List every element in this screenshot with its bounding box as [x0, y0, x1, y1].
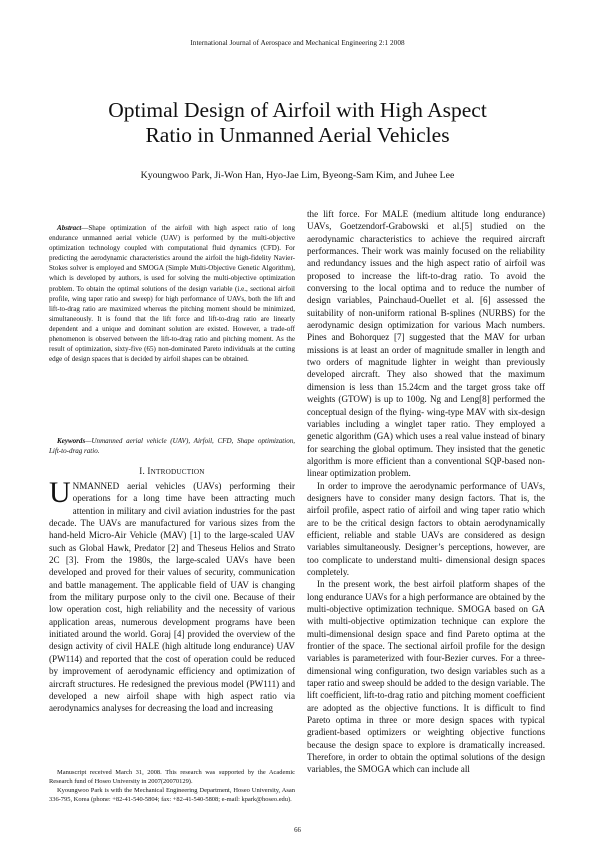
section-number: I.: [139, 466, 145, 476]
section-title-rest: NTRODUCTION: [150, 468, 205, 476]
keywords-text: —Unmanned aerial vehicle (UAV), Airfoil, CFD, Shape optimization, Lift-to-drag ratio.: [49, 437, 295, 456]
section-title-initial: I: [147, 466, 151, 476]
footnote-author-affiliation: Kyoungwoo Park is with the Mechanical Engineering Department, Hoseo University, Asan 336-795, Korea (phone: +82-41-540-5804; fax: +82-41-540-5808; e-mail: kpark@hoseo.edu).: [49, 786, 295, 803]
journal-header: International Journal of Aerospace and Mechanical Engineering 2:1 2008: [190, 39, 405, 47]
author-list: Kyoungwoo Park, Ji-Won Han, Hyo-Jae Lim, Byeong-Sam Kim, and Juhee Lee: [140, 170, 455, 181]
keywords: [49, 436, 295, 456]
introduction-paragraph: [49, 476, 295, 715]
abstract-label: Abstract: [57, 224, 82, 232]
right-column: [307, 208, 545, 776]
title-line-1: Optimal Design of Airfoil with High Aspect: [108, 98, 487, 122]
right-paragraph-3: In the present work, the best airfoil platform shapes of the long endurance UAVs for a high performance are obtained by the multi-objective optimization technique. SMOGA based on GA with multi-objective optimization technique can explore the multi-dimensional design space and find Pareto optima at the frontier of the space. The sectional airfoil profile for the design variables is parameterized with four-Bezier curves. For a three-dimensional wing configuration, two design variables such as a taper ratio and sweep should be added to the design variable. The lift coefficient, lift-to-drag ratio and pitching moment coefficient are adopted as the objective functions. It is difficult to find Pareto optima in three or more design spaces with typical gradient-based optimizers or weighting objective functions because the design space to explore is dramatically increased. Therefore, in order to obtain the optimal solutions of the design variables, the SMOGA which can include all: [307, 579, 545, 775]
introduction-text: NMANNED aerial vehicles (UAVs) performing their operations for a long time have been attracting much attention in military and civil aviation industries for the past decade. The UAVs are manufactured for various sizes from the hand-held Micro-Air Vehicle (MAV) [1] to the large-scaled UAV such as Global Hawk, Predator [2] and Theseus Helios and Strato 2C [3]. From the 1980s, the large-scaled UAVs have been developed and proved for their values of security, communication and battle management. The applicable field of UAV is changing from the military purpose only to the civil one. Because of their low operation cost, high reliability and the necessity of various application areas, numerous development programs have been initiated around the world. Goraj [4] provided the overview of the design activity of civil HALE (high altitude long endurance) UAV (PW114) and reported that the cost of operation could be reduced by improvement of aerodynamic efficiency and optimization of aircraft structures. He redesigned the previous model (PW111) and developed a new airfoil shape with high aspect ratio via aerodynamics analyses for decreasing the load and increasing: [49, 481, 295, 714]
section-heading-introduction: [49, 466, 295, 476]
footnote-manuscript: Manuscript received March 31, 2008. This research was supported by the Academic Research fund of Hoseo University in 2007(20070129).: [49, 769, 295, 785]
right-paragraph-1: the lift force. For MALE (medium altitude long endurance) UAVs, Goetzendorf-Grabowski et al.[5] studied on the aerodynamic characteristics to achieve the required aircraft performances. Their work was mainly focused on the reliability and redundancy issues and the high aspect ratio of airfoil was proposed to increase the lift-to-drag ratio. To avoid the conversing to the local optima and to reduce the number of design variables, Painchaud-Ouellet et al. [6] assessed the suitability of non-uniform rational B-splines (NURBS) for the aerodynamic design optimization for various Mach numbers. Pines and Bohorquez [7] suggested that the MAV for urban missions is at least an order of magnitude smaller in length and two orders of magnitude lighter in weight than previously developed aircraft. They also showed that the maximum dimension is less than 15.24cm and the target gross take off weights (GTOW) is up to 100g. Ng and Leng[8] performed the conceptual design of the flying- wing-type MAV with six-design variables including a winglet taper ratio. They employed a genetic algorithm (GA) which uses a real value instead of binary for searching the global optimum. They insisted that the genetic algorithm is more efficient than a conventional SQP-based non-linear optimization problem.: [307, 209, 545, 479]
right-paragraph-2: In order to improve the aerodynamic performance of UAVs, designers have to consider many design factors. That is, the airfoil profile, aspect ratio of airfoil and wing taper ratio which are to be the critical design factors to obtain aerodynamically efficient, reliable and stable UAVs are considered as design variables simultaneously. Designer’s perceptions, however, are too complicate to understand multi- dimensional design spaces completely.: [307, 480, 545, 577]
footnote: [49, 769, 295, 805]
drop-cap: U: [49, 476, 71, 509]
page-number: 66: [294, 827, 301, 834]
keywords-label: Keywords: [57, 437, 86, 445]
abstract: [49, 223, 295, 364]
paper-title: [40, 98, 555, 148]
abstract-text: —Shape optimization of the airfoil with high aspect ratio of long endurance unmanned aerial vehicle (UAV) is performed by the multi-objective optimization technology coupled with computational fluid dynamics (CFD). For predicting the aerodynamic characteristics around the airfoil the high-fidelity Navier-Stokes solver is employed and SMOGA (Simple Multi-Objective Genetic Algorithm), which is developed by authors, is used for solving the multi-objective optimization problem. To obtain the optimal solutions of the design variable (i.e., sectional airfoil profile, wing taper ratio and sweep) for high performance of UAVs, both the lift and lift-to-drag ratio are maximized whereas the pitching moment should be minimized, simultaneously. It is found that the lift force and lift-to-drag ratio are linearly dependent and a unique and dominant solution are existed. However, a trade-off phenomenon is observed between the lift-to-drag ratio and pitching moment. As the result of optimization, sixty-five (65) non-dominated Pareto individuals at the cutting edge of design spaces that is decided by airfoil shapes can be obtained.: [49, 224, 295, 364]
title-line-2: Ratio in Unmanned Aerial Vehicles: [145, 123, 450, 147]
